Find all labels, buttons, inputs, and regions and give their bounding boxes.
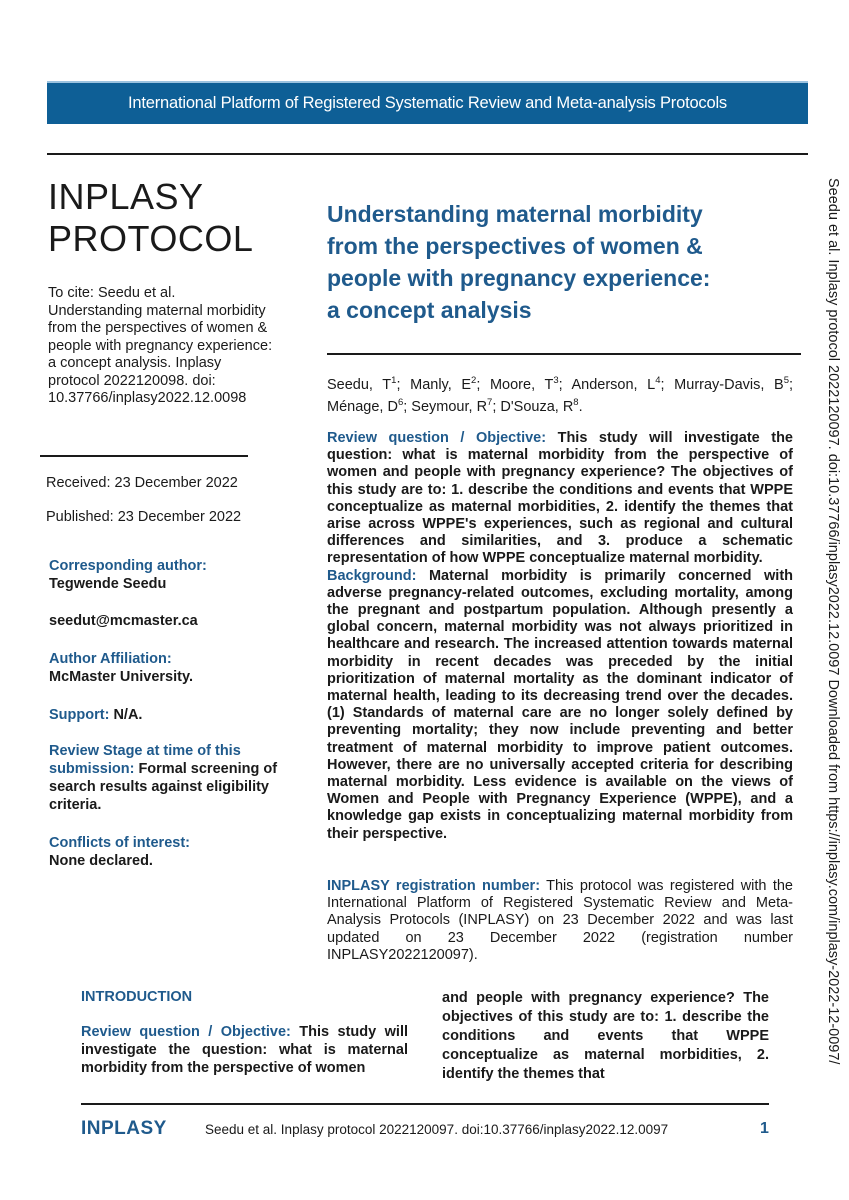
intro-objective-label: Review question / Objective: [81,1024,291,1040]
page-number: 1 [760,1120,769,1137]
background-text: Maternal morbidity is primarily concerned with adverse pregnancy-related outcomes, excluding mortality, among the pregnant and postpartum population. Although presently a global concern, maternal morbidity was not always prioritized in healthcare and research. The increased attention towards maternal morbidity in recent decades was preceded by the initial prioritization of maternal mortality as the dominant indicator of maternal health, leading to its decreasing trend over the decades.(1) Standards of maternal care are no longer solely defined by preventing mortality; they now include preventing and better treatment of maternal morbidity to improve patient outcomes. However, there are no universally accepted criteria for describing maternal morbidity. Less evidence is available on the views of Women and People with Pregnancy Experience (WPPE), and a knowledge gap exists in conceptualizing maternal morbidity from their perspective. [327,567,793,842]
conflicts-of-interest [49,834,289,870]
author-list [327,372,793,416]
support [49,706,289,724]
author-entry: Seedu, $T^1$; [327,375,411,393]
review-stage-label: Review Stage at time of this submission: [49,743,241,777]
author-entry: D'Souza, $R^8$. [500,396,583,415]
conflicts-value: None declared. [49,853,153,869]
author-name: Anderson, L [571,376,656,393]
header-banner [47,81,808,124]
paper-title [327,198,797,326]
author-affiliation-number: 5 [783,375,789,386]
author-entry: Moore, $T^3$; [489,375,572,393]
author-entry: Murray-Davis, $B^5$; [674,375,794,393]
title-divider [327,353,801,355]
author-name: Manly, E [410,376,472,393]
intro-left-column [81,1023,408,1077]
support-value: N/A. [113,707,143,723]
footer-divider [81,1103,769,1105]
author-affiliation-number: 6 [397,396,404,408]
footer-citation: Seedu et al. Inplasy protocol 2022120097. doi:10.37766/inplasy2022.12.0097 [205,1122,669,1137]
download-side-note: Seedu et al. Inplasy protocol 2022120097. doi:10.37766/inplasy2022.12.0097 Downloaded from https://inplasy.com/inplasy-2022-12-0097/ [825,178,841,1065]
received-date: Received: 23 December 2022 [46,475,238,491]
published-date: Published: 23 December 2022 [46,509,242,525]
registration-label: INPLASY registration number: [327,878,541,894]
protocol-label [48,176,308,260]
author-name: Moore, T [489,376,554,393]
author-affiliation-number: 7 [487,396,493,408]
author-name: Ménage, D [327,398,398,415]
citation-divider [40,455,248,457]
corresponding-author [49,557,289,593]
registration-text: This protocol was registered with the International Platform of Registered Systematic Review and Meta-Analysis Protocols (INPLASY) on 23 December 2022 and was last updated on 23 December 2022 (registration number INPLASY2022120097). [327,878,793,963]
protocol-label-line1: INPLASY [48,176,204,217]
author-affiliation-number: 3 [553,375,559,386]
registration [327,878,793,964]
objective-label: Review question / Objective: [327,430,547,446]
title-line3: people with pregnancy experience: [327,265,711,291]
author-name: Seymour, R [411,398,488,415]
corresponding-author-label: Corresponding author: [49,558,207,574]
author-affiliation-number: 2 [471,375,477,386]
review-stage-value: Formal screening of search results against eligibility criteria. [49,761,278,813]
background-label: Background: [327,567,417,584]
author-affiliation [49,650,289,686]
support-label: Support: [49,707,110,723]
corresponding-author-name: Tegwende Seedu [49,576,167,592]
conflicts-label: Conflicts of interest: [49,835,190,851]
protocol-label-line2: PROTOCOL [48,218,254,259]
author-name: D'Souza, R [500,398,574,415]
title-line1: Understanding maternal morbidity [327,201,703,227]
author-affiliation-number: 4 [655,375,661,386]
author-name: Murray-Davis, B [674,376,784,393]
citation: To cite: Seedu et al. Understanding maternal morbidity from the perspectives of women & people with pregnancy experience: a concept analysis. Inplasy protocol 2022120098. doi: 10.37766/inplasy2022.12.0098 [48,285,273,406]
title-line4: a concept analysis [327,297,532,323]
author-entry: Ménage, $D^6$; [327,396,412,415]
author-entry: Anderson, $L^4$; [571,375,675,393]
affiliation-label: Author Affiliation: [49,651,172,667]
affiliation-value: McMaster University. [49,669,193,685]
author-name: Seedu, T [327,376,392,393]
author-affiliation-number: 8 [573,396,579,408]
objective-text: This study will investigate the question: what is maternal morbidity from the perspective of women and people with pregnancy experience? The objectives of this study are to: 1. describe the conditions and events that WPPE conceptualize as maternal morbidities, 2. identify the themes that arise across WPPE's experiences, such as regional and cultural differences and similarities, and 3. produce a schematic representation of how WPPE conceptualize maternal morbidity. [327,430,793,567]
header-divider [47,153,808,155]
intro-right-column: and people with pregnancy experience? The objectives of this study are to: 1. describe the conditions and events that WPPE conceptualize as maternal morbidities, 2. identify the themes that [442,990,769,1082]
author-affiliation-number: 1 [391,375,397,386]
author-entry: Seymour, $R^7$; [411,396,501,415]
review-stage [49,742,289,814]
footer-brand: INPLASY [81,1118,167,1139]
corresponding-email [49,612,289,630]
introduction-heading: INTRODUCTION [81,989,193,1005]
intro-left-text: This study will investigate the question: what is maternal morbidity from the perspective of women [81,1024,408,1076]
banner-text: International Platform of Registered Systematic Review and Meta-analysis Protocols [128,94,727,112]
email-link[interactable]: seedut@mcmaster.ca [49,613,198,629]
title-line2: from the perspectives of women & [327,233,703,259]
author-entry: Manly, $E^2$; [410,375,490,393]
abstract [327,430,793,843]
